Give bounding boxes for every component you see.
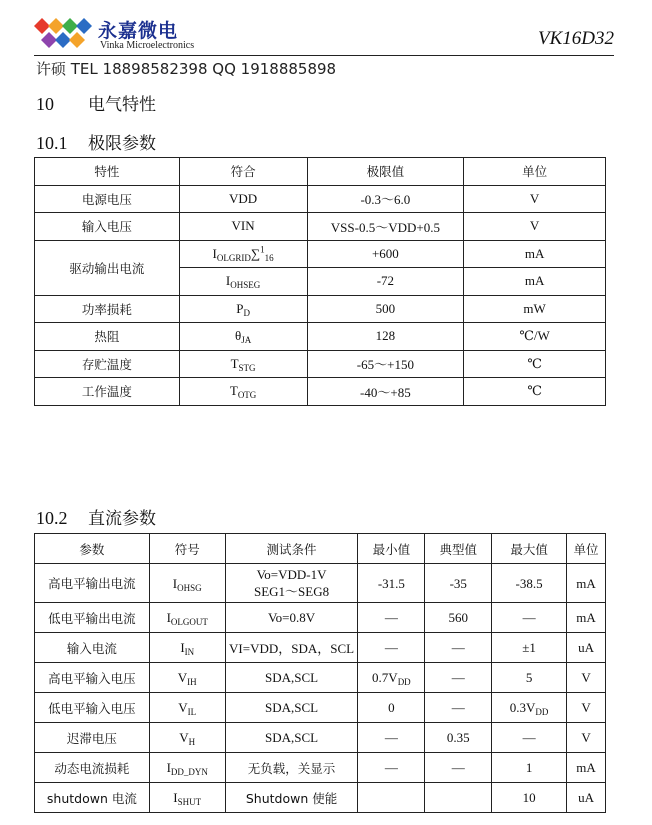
section-heading-10 (36, 90, 156, 115)
header-divider (34, 55, 614, 56)
param-value: -72 (307, 268, 464, 296)
param-unit: mA (567, 564, 606, 603)
section-number: 10 (36, 94, 54, 114)
table-row (35, 295, 606, 323)
min-value: — (358, 723, 425, 753)
param-name: 低电平输入电压 (35, 693, 150, 723)
table-row (35, 240, 606, 268)
param-name: 电源电压 (35, 185, 180, 213)
param-unit: mW (464, 295, 606, 323)
param-symbol: $\theta_{JA}$ (179, 323, 307, 351)
table-row (35, 378, 606, 406)
brand-name-en: Vinka Microelectronics (100, 40, 195, 51)
section-number: 10.1 (36, 133, 68, 153)
test-condition: Shutdown 使能 (225, 783, 358, 813)
min-value: — (358, 603, 425, 633)
brand-name-cn: 永嘉微电 (98, 20, 179, 42)
column-header: 最小值 (358, 534, 425, 564)
max-value: -38.5 (492, 564, 567, 603)
param-name: 低电平输出电流 (35, 603, 150, 633)
section-title: 直流参数 (88, 509, 156, 529)
test-condition: Vo=VDD-1V SEG1～SEG8 (225, 564, 358, 603)
min-value: -31.5 (358, 564, 425, 603)
section-number: 10.2 (36, 508, 68, 528)
table-row (35, 633, 606, 663)
max-value: $0.3V_{DD}$ (492, 693, 567, 723)
min-value: — (358, 633, 425, 663)
table-header-row (35, 534, 606, 564)
param-unit: mA (464, 268, 606, 296)
table-row (35, 693, 606, 723)
absolute-max-ratings-table (34, 157, 606, 406)
param-name: 输入电流 (35, 633, 150, 663)
typ-value: — (425, 753, 492, 783)
table-row (35, 753, 606, 783)
column-header: 符号 (149, 534, 225, 564)
typ-value: — (425, 693, 492, 723)
param-unit: uA (567, 783, 606, 813)
table-row (35, 323, 606, 351)
max-value: 10 (492, 783, 567, 813)
param-name: 输入电压 (35, 213, 180, 241)
typ-value: 0.35 (425, 723, 492, 753)
column-header: 测试条件 (225, 534, 358, 564)
column-header: 极限值 (307, 158, 464, 186)
test-condition: Vo=0.8V (225, 603, 358, 633)
column-header: 典型值 (425, 534, 492, 564)
param-unit: ℃/W (464, 323, 606, 351)
param-symbol: VDD (179, 185, 307, 213)
param-value: 128 (307, 323, 464, 351)
param-symbol: $I_{OLGRID}\sum^1_{16}$ (179, 240, 307, 268)
param-value: 500 (307, 295, 464, 323)
typ-value (425, 783, 492, 813)
param-symbol: VIN (179, 213, 307, 241)
column-header: 特性 (35, 158, 180, 186)
test-condition: 无负载，关显示 (225, 753, 358, 783)
typ-value: — (425, 663, 492, 693)
param-unit: uA (567, 633, 606, 663)
min-value: 0 (358, 693, 425, 723)
param-symbol: $I_{OHSG}$ (149, 564, 225, 603)
param-unit: mA (464, 240, 606, 268)
param-symbol: $V_{IH}$ (149, 663, 225, 693)
typ-value: 560 (425, 603, 492, 633)
param-name: 迟滞电压 (35, 723, 150, 753)
param-unit: mA (567, 603, 606, 633)
max-value: — (492, 723, 567, 753)
table-row (35, 350, 606, 378)
param-symbol: $I_{DD\_DYN}$ (149, 753, 225, 783)
param-unit: V (567, 723, 606, 753)
param-value: VSS-0.5～VDD+0.5 (307, 213, 464, 241)
test-condition: SDA,SCL (225, 693, 358, 723)
max-value: ±1 (492, 633, 567, 663)
param-unit: V (567, 663, 606, 693)
param-symbol: $I_{IN}$ (149, 633, 225, 663)
column-header: 最大值 (492, 534, 567, 564)
param-value: -0.3～6.0 (307, 185, 464, 213)
param-name: 驱动输出电流 (35, 240, 180, 295)
typ-value: -35 (425, 564, 492, 603)
param-symbol: $V_{IL}$ (149, 693, 225, 723)
param-symbol: $I_{SHUT}$ (149, 783, 225, 813)
param-symbol: $I_{OHSEG}$ (179, 268, 307, 296)
param-unit: V (464, 185, 606, 213)
table-row (35, 783, 606, 813)
param-name: 工作温度 (35, 378, 180, 406)
param-symbol: $T_{STG}$ (179, 350, 307, 378)
max-value: 1 (492, 753, 567, 783)
param-unit: ℃ (464, 350, 606, 378)
column-header: 单位 (567, 534, 606, 564)
param-value: -65～+150 (307, 350, 464, 378)
min-value: $0.7V_{DD}$ (358, 663, 425, 693)
table-row (35, 185, 606, 213)
column-header: 单位 (464, 158, 606, 186)
max-value: 5 (492, 663, 567, 693)
param-name: 动态电流损耗 (35, 753, 150, 783)
section-heading-10-2 (36, 504, 156, 529)
column-header: 参数 (35, 534, 150, 564)
param-value: -40～+85 (307, 378, 464, 406)
company-logo-icon (34, 14, 98, 52)
param-symbol: $I_{OLGOUT}$ (149, 603, 225, 633)
section-heading-10-1 (36, 129, 156, 154)
param-symbol: $V_H$ (149, 723, 225, 753)
param-symbol: $T_{OTG}$ (179, 378, 307, 406)
test-condition: SDA,SCL (225, 723, 358, 753)
column-header: 符合 (179, 158, 307, 186)
param-name: shutdown 电流 (35, 783, 150, 813)
table-header-row (35, 158, 606, 186)
test-condition: VI=VDD，SDA，SCL (225, 633, 358, 663)
max-value: — (492, 603, 567, 633)
param-unit: V (567, 693, 606, 723)
param-unit: ℃ (464, 378, 606, 406)
param-unit: mA (567, 753, 606, 783)
param-symbol: $P_D$ (179, 295, 307, 323)
section-title: 极限参数 (88, 134, 156, 154)
param-unit: V (464, 213, 606, 241)
table-row (35, 213, 606, 241)
contact-line: 许硕 TEL 18898582398 QQ 1918885898 (36, 60, 337, 78)
min-value: — (358, 753, 425, 783)
param-name: 高电平输入电压 (35, 663, 150, 693)
table-row (35, 564, 606, 603)
table-row (35, 723, 606, 753)
section-title: 电气特性 (88, 95, 156, 115)
param-name: 高电平输出电流 (35, 564, 150, 603)
typ-value: — (425, 633, 492, 663)
table-row (35, 603, 606, 633)
table-row (35, 663, 606, 693)
min-value (358, 783, 425, 813)
param-value: +600 (307, 240, 464, 268)
param-name: 热阻 (35, 323, 180, 351)
document-id: VK16D32 (538, 28, 614, 49)
param-name: 存贮温度 (35, 350, 180, 378)
param-name: 功率损耗 (35, 295, 180, 323)
test-condition: SDA,SCL (225, 663, 358, 693)
dc-characteristics-table (34, 533, 606, 813)
